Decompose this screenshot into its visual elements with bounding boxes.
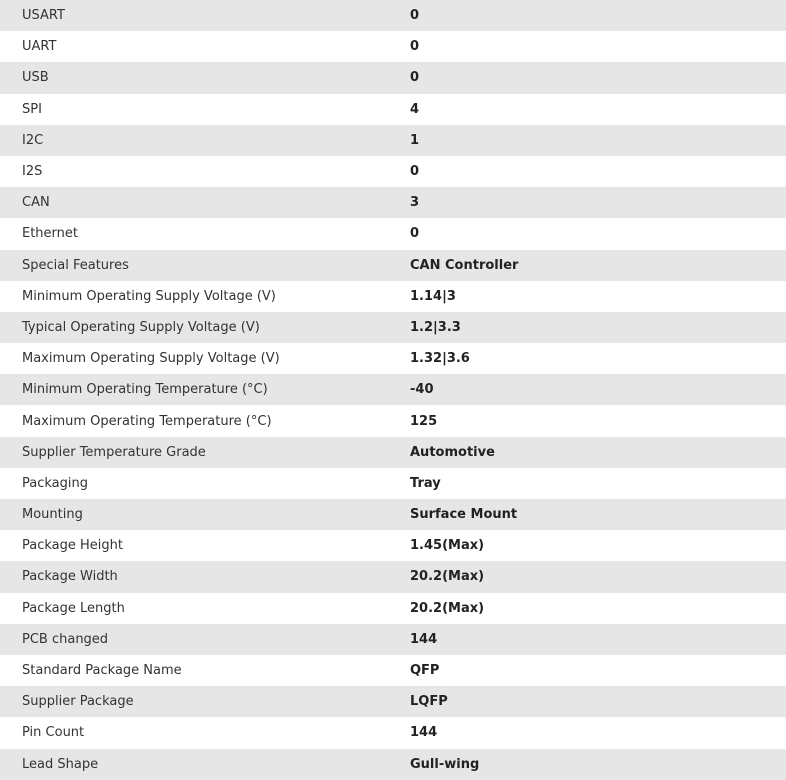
spec-value: 1.32|3.6 <box>410 351 470 367</box>
spec-name: Typical Operating Supply Voltage (V) <box>22 319 260 335</box>
spec-name: Supplier Package <box>22 694 134 710</box>
spec-value: Tray <box>410 475 441 491</box>
spec-name: USART <box>22 8 65 24</box>
spec-row <box>0 312 786 343</box>
spec-name: Supplier Temperature Grade <box>22 444 206 460</box>
spec-row <box>0 374 786 405</box>
spec-row <box>0 437 786 468</box>
spec-value: 0 <box>410 70 420 86</box>
spec-row <box>0 717 786 748</box>
spec-name: CAN <box>22 195 50 211</box>
spec-name: USB <box>22 70 49 86</box>
spec-name: Lead Shape <box>22 756 99 772</box>
spec-name: Standard Package Name <box>22 663 182 679</box>
spec-name: SPI <box>22 101 42 117</box>
spec-name: I2S <box>22 164 43 180</box>
spec-name: Special Features <box>22 257 129 273</box>
spec-value: 0 <box>410 39 420 55</box>
spec-row <box>0 655 786 686</box>
spec-value: 1 <box>410 132 420 148</box>
spec-value: 20.2(Max) <box>410 600 485 616</box>
spec-row <box>0 624 786 655</box>
spec-name: Minimum Operating Supply Voltage (V) <box>22 288 276 304</box>
spec-name: Packaging <box>22 475 88 491</box>
spec-row <box>0 250 786 281</box>
spec-row <box>0 218 786 249</box>
spec-row <box>0 343 786 374</box>
spec-row <box>0 31 786 62</box>
spec-name: I2C <box>22 132 44 148</box>
spec-value: 4 <box>410 101 420 117</box>
spec-row <box>0 468 786 499</box>
spec-name: Package Width <box>22 569 118 585</box>
spec-value: 0 <box>410 8 420 24</box>
spec-name: Ethernet <box>22 226 78 242</box>
spec-row <box>0 94 786 125</box>
spec-value: 144 <box>410 725 438 741</box>
spec-row <box>0 499 786 530</box>
spec-value: 144 <box>410 631 438 647</box>
spec-row <box>0 749 786 780</box>
spec-value: CAN Controller <box>410 257 519 273</box>
spec-value: 125 <box>410 413 438 429</box>
spec-name: Maximum Operating Temperature (°C) <box>22 413 272 429</box>
spec-value: QFP <box>410 663 440 679</box>
spec-value: LQFP <box>410 694 448 710</box>
spec-value: 3 <box>410 195 420 211</box>
spec-row <box>0 281 786 312</box>
spec-row <box>0 405 786 436</box>
spec-row <box>0 187 786 218</box>
spec-name: UART <box>22 39 57 55</box>
spec-row <box>0 62 786 93</box>
spec-value: Automotive <box>410 444 495 460</box>
spec-value: 0 <box>410 226 420 242</box>
spec-name: PCB changed <box>22 631 109 647</box>
spec-row <box>0 0 786 31</box>
spec-name: Mounting <box>22 507 83 523</box>
spec-row <box>0 561 786 592</box>
spec-row <box>0 156 786 187</box>
spec-value: -40 <box>410 382 434 398</box>
spec-name: Maximum Operating Supply Voltage (V) <box>22 351 280 367</box>
spec-value: 20.2(Max) <box>410 569 485 585</box>
spec-name: Pin Count <box>22 725 85 741</box>
spec-value: 1.2|3.3 <box>410 319 461 335</box>
spec-name: Package Height <box>22 538 123 554</box>
spec-row <box>0 593 786 624</box>
spec-value: Gull-wing <box>410 756 480 772</box>
spec-row <box>0 686 786 717</box>
spec-value: 1.45(Max) <box>410 538 485 554</box>
spec-row <box>0 530 786 561</box>
spec-name: Minimum Operating Temperature (°C) <box>22 382 268 398</box>
spec-row <box>0 125 786 156</box>
spec-value: 1.14|3 <box>410 288 456 304</box>
spec-value: Surface Mount <box>410 507 518 523</box>
spec-value: 0 <box>410 164 420 180</box>
spec-name: Package Length <box>22 600 125 616</box>
